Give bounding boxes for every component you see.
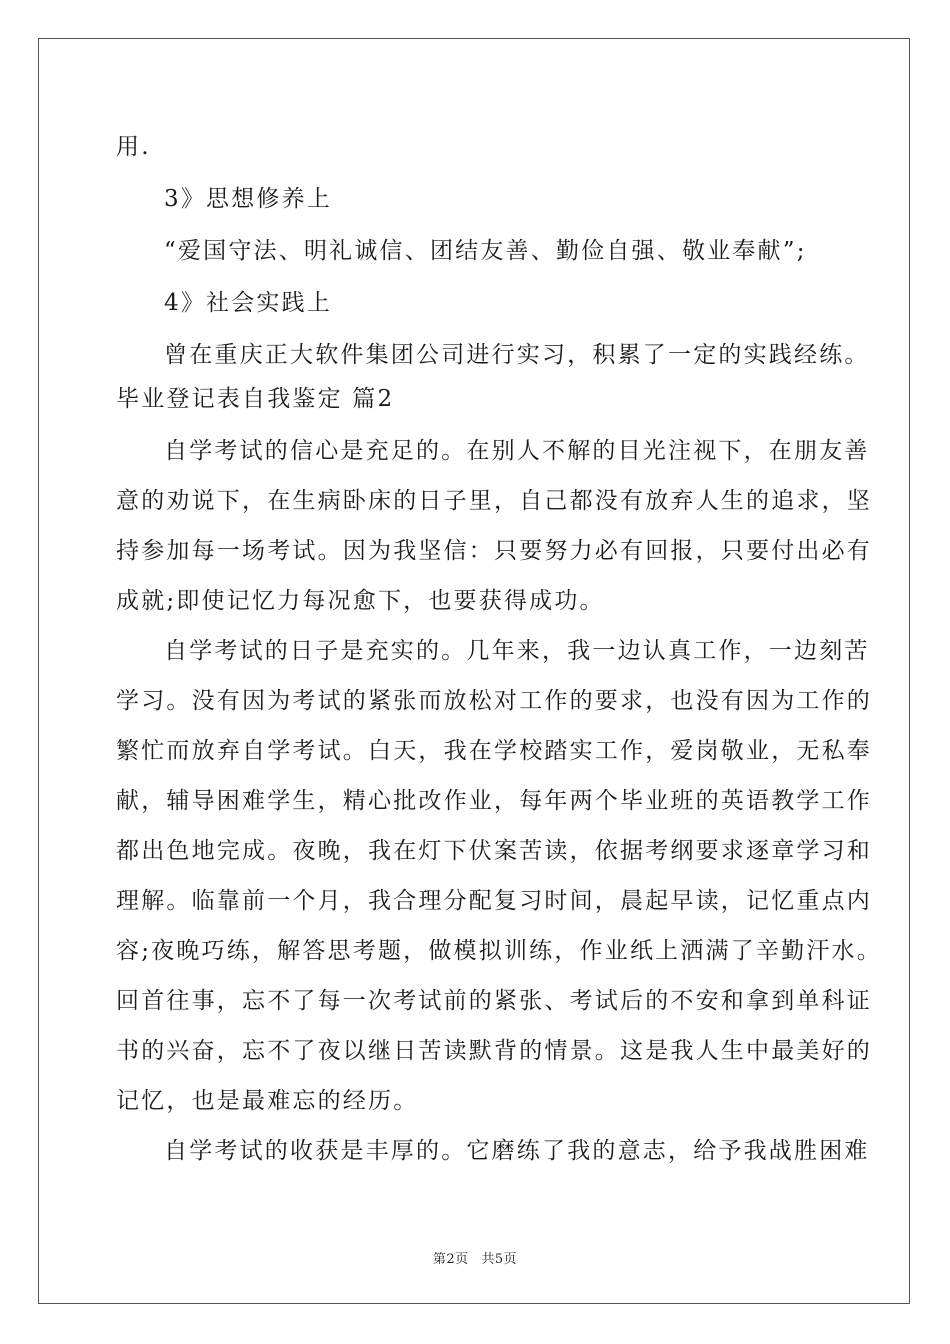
text-line: 持参加每一场考试。因为我坚信：只要努力必有回报，只要付出必有 — [116, 538, 872, 564]
text-line: 成就;即使记忆力每况愈下，也要获得成功。 — [116, 588, 605, 614]
text-line: 理解。临靠前一个月，我合理分配复习时间，晨起早读，记忆重点内 — [116, 888, 872, 914]
text-line: 曾在重庆正大软件集团公司进行实习，积累了一定的实践经练。 — [164, 342, 870, 368]
text-line: 意的劝说下，在生病卧床的日子里，自己都没有放弃人生的追求，坚 — [116, 488, 872, 514]
page-number: 第2页 — [432, 1252, 469, 1267]
text-line: 自学考试的信心是充足的。在别人不解的目光注视下，在朋友善 — [164, 438, 870, 464]
text-line: 自学考试的收获是丰厚的。它磨练了我的意志，给予我战胜困难 — [164, 1138, 870, 1164]
text-line: 都出色地完成。夜晚，我在灯下伏案苦读，依据考纲要求逐章学习和 — [116, 838, 872, 864]
text-line: 繁忙而放弃自学考试。白天，我在学校踏实工作，爱岗敬业，无私奉 — [116, 738, 872, 764]
text-line: 自学考试的日子是充实的。几年来，我一边认真工作，一边刻苦 — [164, 638, 870, 664]
text-line: 献，辅导困难学生，精心批改作业，每年两个毕业班的英语教学工作 — [116, 788, 872, 814]
text-line: 容;夜晚巧练，解答思考题，做模拟训练，作业纸上洒满了辛勤汗水。 — [116, 938, 882, 964]
text-line: 书的兴奋，忘不了夜以继日苦读默背的情景。这是我人生中最美好的 — [116, 1038, 872, 1064]
text-line: 用. — [116, 134, 151, 160]
text-line: 记忆，也是最难忘的经历。 — [116, 1088, 419, 1114]
list-heading: 4》社会实践上 — [164, 290, 333, 316]
text-line: “爱国守法、明礼诚信、团结友善、勤俭自强、敬业奉献”; — [164, 238, 807, 264]
page-footer — [0, 1248, 950, 1267]
text-line: 学习。没有因为考试的紧张而放松对工作的要求，也没有因为工作的 — [116, 688, 872, 714]
list-heading: 3》思想修养上 — [164, 186, 333, 212]
page-total: 共5页 — [481, 1252, 518, 1267]
section-heading: 毕业登记表自我鉴定 篇2 — [116, 386, 395, 412]
text-line: 回首往事，忘不了每一次考试前的紧张、考试后的不安和拿到单科证 — [116, 988, 872, 1014]
